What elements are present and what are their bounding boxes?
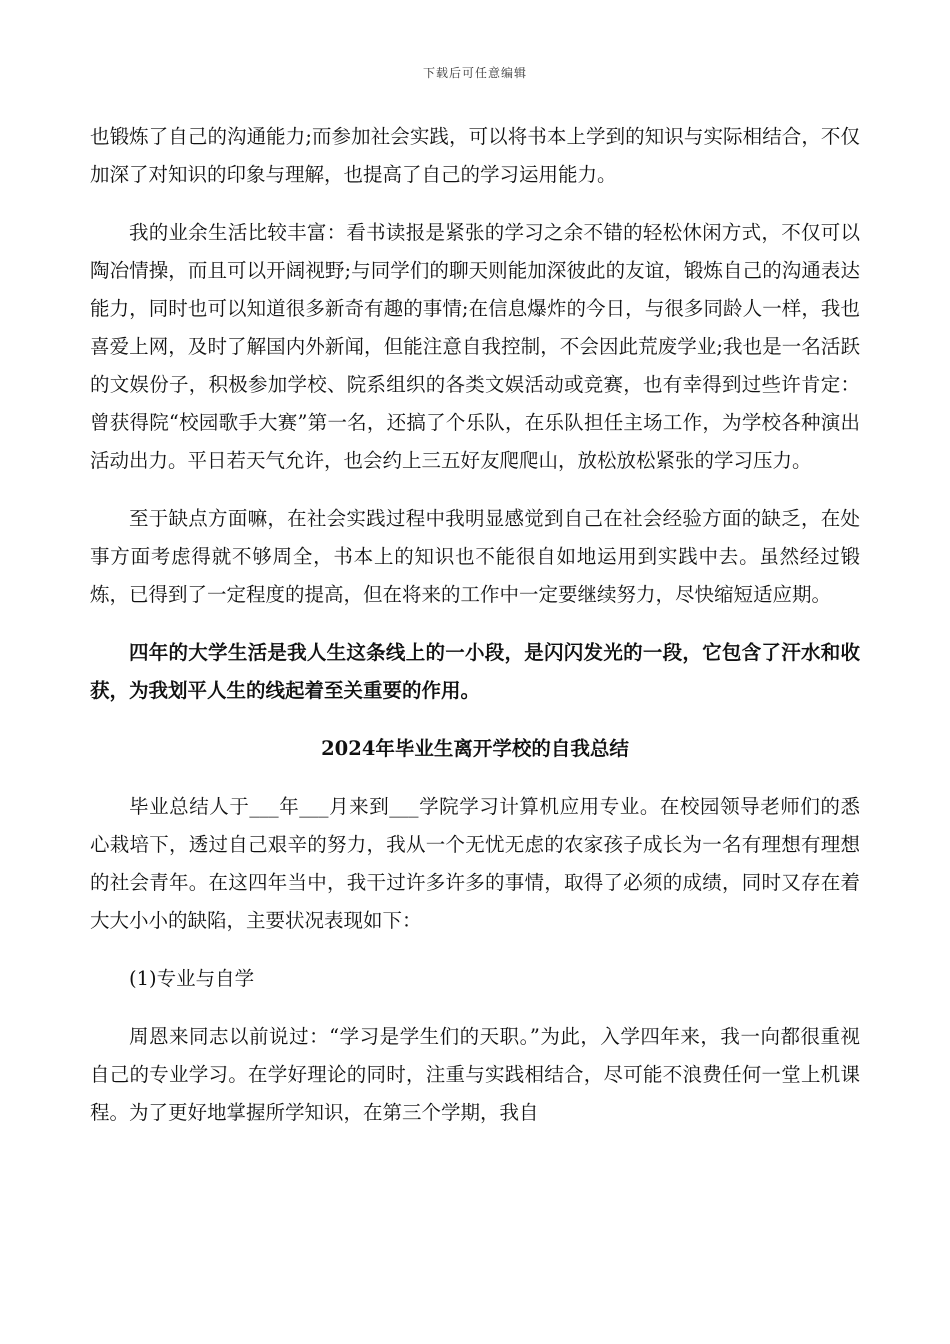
paragraph-gap bbox=[90, 998, 860, 1018]
paragraph-gap bbox=[90, 710, 860, 730]
paragraph-gap bbox=[90, 614, 860, 634]
section-title: 2024年毕业生离开学校的自我总结 bbox=[321, 737, 629, 760]
paragraph-6-subheading: (1)专业与自学 bbox=[129, 967, 255, 990]
document-body bbox=[90, 118, 860, 1132]
paragraph-gap bbox=[90, 940, 860, 960]
paragraph-gap bbox=[90, 194, 860, 214]
paragraph-2: 我的业余生活比较丰富：看书读报是紧张的学习之余不错的轻松休闲方式，不仅可以陶冶情操，而且可以开阔视野;与同学们的聊天则能加深彼此的友谊，锻炼自己的沟通表达能力，同时也可以知道很多新奇有趣的事情;在信息爆炸的今日，与很多同龄人一样，我也喜爱上网，及时了解国内外新闻，但能注意自我控制，不会因此荒废学业;我也是一名活跃的文娱份子，积极参加学校、院系组织的各类文娱活动或竞赛，也有幸得到过些许肯定：曾获得院“校园歌手大赛”第一名，还搞了个乐队，在乐队担任主场工作，为学校各种演出活动出力。平日若天气允许，也会约上三五好友爬爬山，放松放松紧张的学习压力。 bbox=[90, 221, 860, 472]
page-header: 下载后可任意编辑 bbox=[422, 66, 527, 80]
paragraph-7: 周恩来同志以前说过：“学习是学生们的天职。”为此，入学四年来，我一向都很重视自己的专业学习。在学好理论的同时，注重与实践相结合，尽可能不浪费任何一堂上机课程。为了更好地掌握所学知识，在第三个学期，我自 bbox=[90, 1025, 860, 1124]
paragraph-1: 也锻炼了自己的沟通能力;而参加社会实践，可以将书本上学到的知识与实际相结合，不仅加深了对知识的印象与理解，也提高了自己的学习运用能力。 bbox=[90, 125, 860, 186]
paragraph-4-bold: 四年的大学生活是我人生这条线上的一小段，是闪闪发光的一段，它包含了汗水和收获，为我划平人生的线起着至关重要的作用。 bbox=[90, 641, 860, 702]
paragraph-gap bbox=[90, 480, 860, 500]
paragraph-3: 至于缺点方面嘛，在社会实践过程中我明显感觉到自己在社会经验方面的缺乏，在处事方面考虑得就不够周全，书本上的知识也不能很自如地运用到实践中去。虽然经过锻炼，已得到了一定程度的提高，但在将来的工作中一定要继续努力，尽快缩短适应期。 bbox=[90, 507, 860, 606]
paragraph-gap bbox=[90, 768, 860, 788]
paragraph-5: 毕业总结人于___年___月来到___学院学习计算机应用专业。在校园领导老师们的悉心栽培下，透过自己艰辛的努力，我从一个无忧无虑的农家孩子成长为一名有理想有理想的社会青年。在这四年当中，我干过许多许多的事情，取得了必须的成绩，同时又存在着大大小小的缺陷，主要状况表现如下： bbox=[90, 795, 860, 932]
